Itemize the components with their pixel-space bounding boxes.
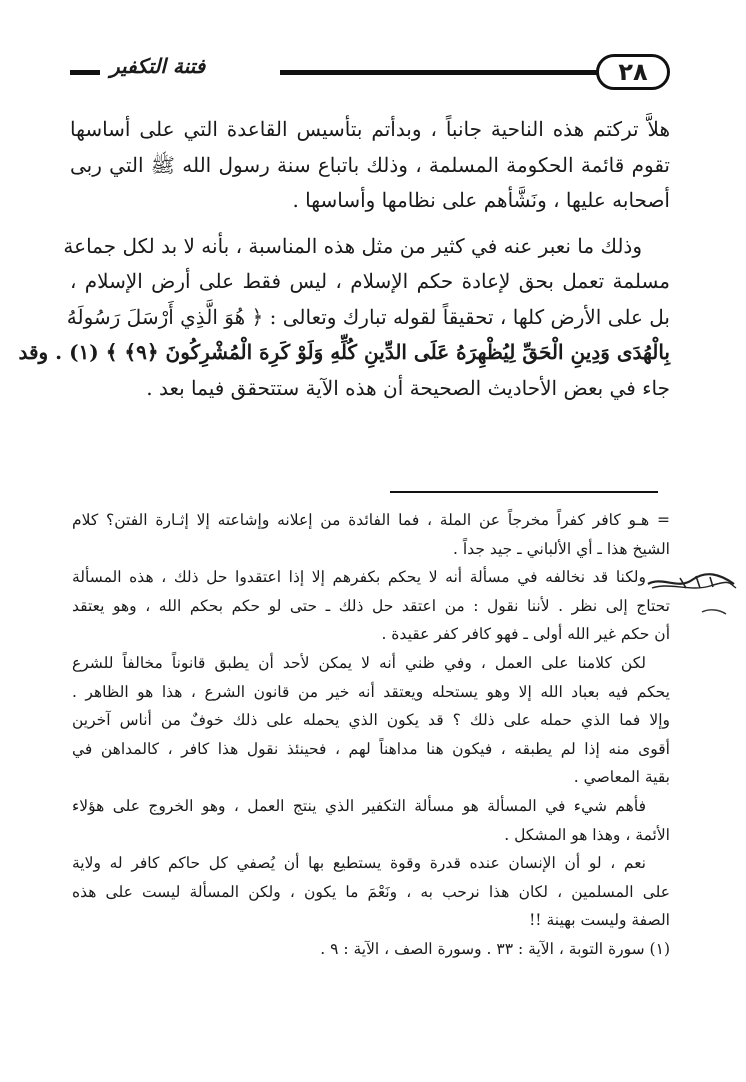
body-line: بل على الأرض كلها ، تحقيقاً لقوله تبارك وتعالى : ﴿ هُوَ الَّذِي أَرْسَلَ رَسُولَهُ [66, 304, 670, 329]
body-line: هلاَّ تركتم هذه الناحية جانباً ، وبدأتم بتأسيس القاعدة التي على أساسها [70, 117, 670, 141]
header-rule [280, 70, 600, 75]
footnotes [72, 506, 670, 964]
footnote-line: وإلا فما الذي حمله على ذلك ؟ قد يكون الذي يحمله على ذلك خوفٌ من أناس آخرين [72, 711, 670, 730]
footnote-line: بقية المعاصي . [573, 768, 670, 787]
footnote-separator [390, 491, 658, 493]
footnote-line: تحتاج إلى نظر . لأننا نقول : من اعتقد حل ذلك ـ حتى لو حكم بحكم الله ، وهو يعتقد [72, 596, 670, 615]
footnote-line: على المسلمين ، لكان هذا نرحب به ، ونَعْمَ ما يكون ، ولكن المسألة ليست على هذه [72, 882, 670, 901]
footnote-line: = هـو كافر كفراً مخرجاً عن الملة ، فما الفائدة من إعلانه وإشاعته إلا إثـارة الفتن؟ كلام [72, 511, 670, 529]
footnote-line: ولكنا قد نخالفه في مسألة أنه لا يحكم بكفرهم إلا إذا اعتقدوا حل ذلك ، هذه المسألة [72, 568, 646, 587]
footnote-line: الصفة وليست بهينة !! [529, 911, 670, 930]
footnote-line: الأئمة ، وهذا هو المشكل . [504, 825, 670, 844]
body-line: مسلمة تعمل بحق لإعادة حكم الإسلام ، ليس فقط على أرض الإسلام ، [70, 269, 670, 293]
body-line: أصحابه عليها ، ونَشَّأهم على نظامها وأساسها . [292, 188, 670, 212]
body-line: وذلك ما نعبر عنه في كثير من مثل هذه المناسبة ، بأنه لا بد لكل جماعة [63, 233, 642, 258]
footnote-line: لكن كلامنا على العمل ، وفي ظني أنه لا يمكن لأحد أن يطبق قانوناً مخالفاً للشرع [72, 653, 646, 672]
footnote-line: فأهم شيء في المسألة هو مسألة التكفير الذي ينتج العمل ، وهو الخروج على هؤلاء [72, 796, 646, 815]
footnote-line: أقوى منه إذا لم يطبقه ، فيكون هنا مداهناً لهم ، فحينئذ نقول هذا كافر ، كالمداهن في [72, 739, 670, 758]
header-rule-end [70, 70, 100, 75]
page-header [70, 50, 670, 96]
footnote-line: الشيخ هذا ـ أي الألباني ـ جيد جداً . [453, 539, 670, 558]
running-title: فتنة التكفير [110, 54, 206, 78]
body-line: جاء في بعض الأحاديث الصحيحة أن هذه الآية ستتحقق فيما بعد . [146, 375, 670, 400]
footnote-line: أن حكم غير الله أولى ـ فهو كافر كفر عقيدة . [381, 625, 670, 644]
footnote-citation: (١) سورة التوبة ، الآية : ٣٣ . وسورة الصف ، الآية : ٩ . [320, 939, 670, 958]
page-number: ٢٨ [596, 54, 670, 90]
quran-verse-line: بِالْهُدَى وَدِينِ الْحَقِّ لِيُظْهِرَهُ عَلَى الدِّينِ كُلِّهِ وَلَوْ كَرِهَ الْمُشْرِكُونَ ﴿٩﴾ ﴾ (١) . وقد [18, 340, 670, 364]
body-line: تقوم قائمة الحكومة المسلمة ، وذلك باتباع سنة رسول الله ﷺ التي ربى [70, 152, 670, 177]
handwritten-margin-note-icon [640, 568, 740, 628]
footnote-line: يحكم فيه بعباد الله إلا وهو يستحله ويعتقد أنه خير من قانون الشرع ، هذا هو الظاهر . [72, 682, 670, 701]
main-text [18, 112, 670, 406]
footnote-line: نعم ، لو أن الإنسان عنده قدرة وقوة يستطيع بها أن يُصفي كل حاكم كافر له ولاية [72, 854, 646, 873]
